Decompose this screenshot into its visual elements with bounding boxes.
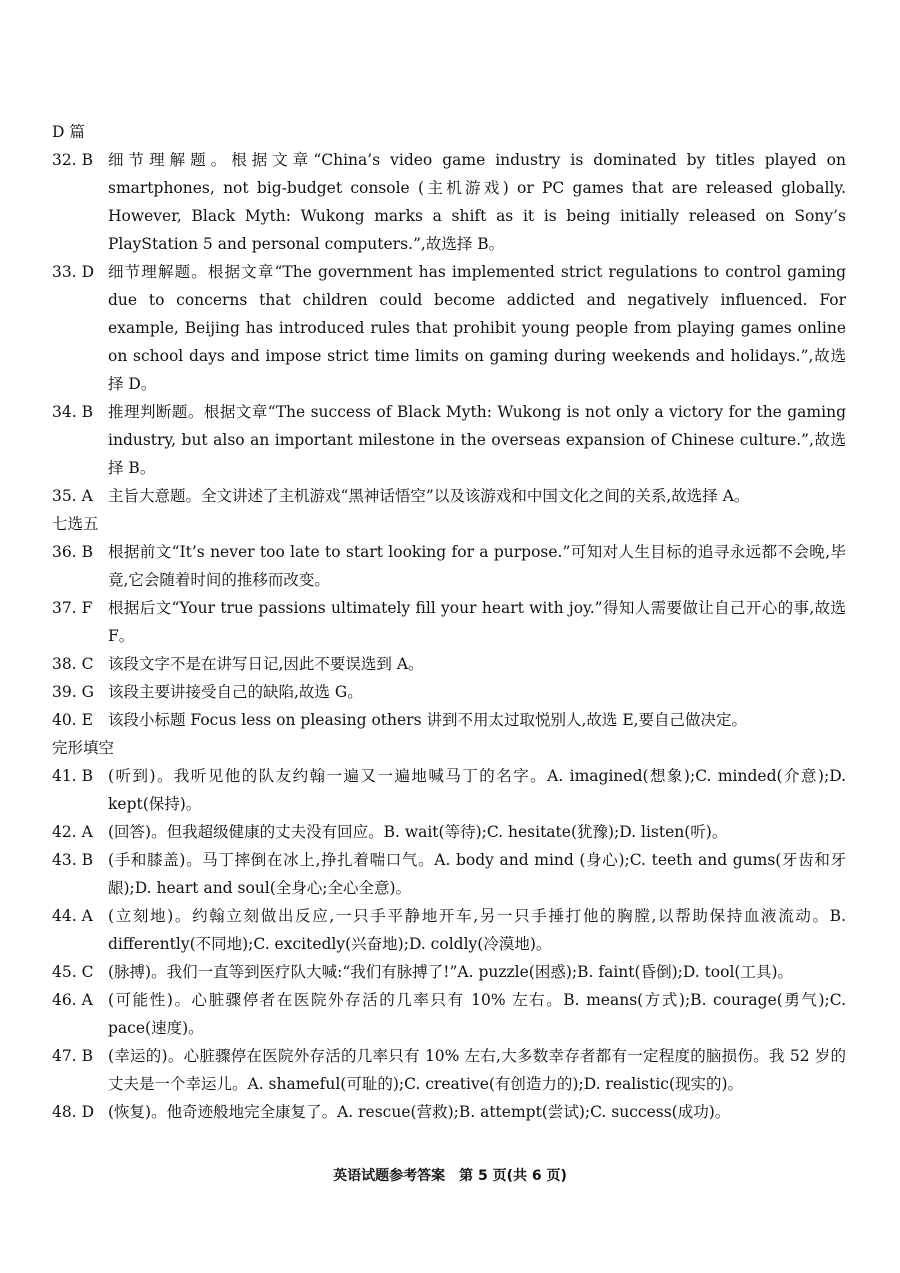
page-footer: 英语试题参考答案 第 5 页(共 6 页) bbox=[333, 1168, 567, 1184]
answer-number: 48. D bbox=[52, 1103, 95, 1121]
answer-explanation: 该段主要讲接受自己的缺陷,故选 G。 bbox=[108, 683, 363, 701]
section-title: 完形填空 bbox=[52, 739, 115, 757]
answer-explanation: 主旨大意题。全文讲述了主机游戏“黑神话悟空”以及该游戏和中国文化之间的关系,故选择 A。 bbox=[108, 487, 750, 505]
answer-explanation: 根据前文“It’s never too late to start looking for a purpose.”可知对人生目标的追寻永远都不会晚,毕竟,它会随着时间的推移而改变。 bbox=[108, 543, 846, 589]
answer-item bbox=[52, 706, 846, 734]
answer-explanation: (幸运的)。心脏骤停在医院外存活的几率只有 10% 左右,大多数幸存者都有一定程度的脑损伤。我 52 岁的丈夫是一个幸运儿。A. shameful(可耻的);C. creative(有创造力的);D. realistic(现实的)。 bbox=[108, 1047, 846, 1093]
answer-item bbox=[52, 958, 846, 986]
answer-explanation: 根据后文“Your true passions ultimately fill your heart with joy.”得知人需要做让自己开心的事,故选 F。 bbox=[108, 599, 846, 645]
answer-item bbox=[52, 1042, 846, 1098]
answer-item bbox=[52, 258, 846, 398]
answer-explanation: (听到)。我听见他的队友约翰一遍又一遍地喊马丁的名字。A. imagined(想象);C. minded(介意);D. kept(保持)。 bbox=[108, 767, 846, 813]
answer-explanation: (可能性)。心脏骤停者在医院外存活的几率只有 10% 左右。B. means(方式);B. courage(勇气);C. pace(速度)。 bbox=[108, 991, 846, 1037]
answer-number: 47. B bbox=[52, 1047, 93, 1065]
answer-explanation: (脉搏)。我们一直等到医疗队大喊:“我们有脉搏了!”A. puzzle(困惑);B. faint(昏倒);D. tool(工具)。 bbox=[108, 963, 794, 981]
answer-item bbox=[52, 538, 846, 594]
answer-item bbox=[52, 678, 846, 706]
answer-explanation: 推理判断题。根据文章“The success of Black Myth: Wukong is not only a victory for the gaming industry, but also an important milestone in the overseas expansion of Chinese culture.”,故选择 B。 bbox=[108, 403, 846, 477]
section-title: D 篇 bbox=[52, 123, 85, 141]
answer-number: 39. G bbox=[52, 683, 94, 701]
answer-number: 34. B bbox=[52, 403, 93, 421]
answer-number: 41. B bbox=[52, 767, 93, 785]
answer-number: 32. B bbox=[52, 151, 93, 169]
answer-explanation: 该段文字不是在讲写日记,因此不要误选到 A。 bbox=[108, 655, 424, 673]
answer-item bbox=[52, 650, 846, 678]
answer-number: 36. B bbox=[52, 543, 93, 561]
answer-number: 42. A bbox=[52, 823, 93, 841]
section-title: 七选五 bbox=[52, 515, 99, 533]
answer-item bbox=[52, 986, 846, 1042]
answer-explanation: 该段小标题 Focus less on pleasing others 讲到不用太过取悦别人,故选 E,要自己做决定。 bbox=[108, 711, 748, 729]
answer-content bbox=[52, 118, 846, 1126]
answer-item bbox=[52, 594, 846, 650]
answer-explanation: (恢复)。他奇迹般地完全康复了。A. rescue(营救);B. attempt(尝试);C. success(成功)。 bbox=[108, 1103, 731, 1121]
answer-item bbox=[52, 398, 846, 482]
answer-number: 44. A bbox=[52, 907, 93, 925]
answer-explanation: (回答)。但我超级健康的丈夫没有回应。B. wait(等待);C. hesitate(犹豫);D. listen(听)。 bbox=[108, 823, 728, 841]
answer-explanation: (手和膝盖)。马丁摔倒在冰上,挣扎着喘口气。A. body and mind (身心);C. teeth and gums(牙齿和牙龈);D. heart and soul(全身心;全心全意)。 bbox=[108, 851, 846, 897]
answer-number: 37. F bbox=[52, 599, 93, 617]
answer-item bbox=[52, 818, 846, 846]
answer-item bbox=[52, 1098, 846, 1126]
answer-explanation: 细节理解题。根据文章“The government has implemented strict regulations to control gaming due to concerns that children could become addicted and negatively influenced. For example, Beijing has introduced rules that prohibit young people from playing games online on school days and impose strict time limits on gaming during weekends and holidays.”,故选择 D。 bbox=[108, 263, 846, 393]
answer-item bbox=[52, 902, 846, 958]
answer-number: 43. B bbox=[52, 851, 93, 869]
answer-item bbox=[52, 846, 846, 902]
answer-item bbox=[52, 146, 846, 258]
answer-number: 38. C bbox=[52, 655, 94, 673]
answer-number: 46. A bbox=[52, 991, 93, 1009]
answer-explanation: (立刻地)。约翰立刻做出反应,一只手平静地开车,另一只手捶打他的胸膛,以帮助保持血液流动。B. differently(不同地);C. excitedly(兴奋地);D. coldly(冷漠地)。 bbox=[108, 907, 846, 953]
answer-number: 45. C bbox=[52, 963, 94, 981]
answer-number: 33. D bbox=[52, 263, 95, 281]
answer-explanation: 细节理解题。根据文章“China’s video game industry is dominated by titles played on smartphones, not big-budget console (主机游戏) or PC games that are released globally. However, Black Myth: Wukong marks a shift as it is being initially released on Sony’s PlayStation 5 and personal computers.”,故选择 B。 bbox=[108, 151, 846, 253]
answer-item bbox=[52, 762, 846, 818]
answer-number: 35. A bbox=[52, 487, 93, 505]
answer-item bbox=[52, 482, 846, 510]
answer-number: 40. E bbox=[52, 711, 93, 729]
